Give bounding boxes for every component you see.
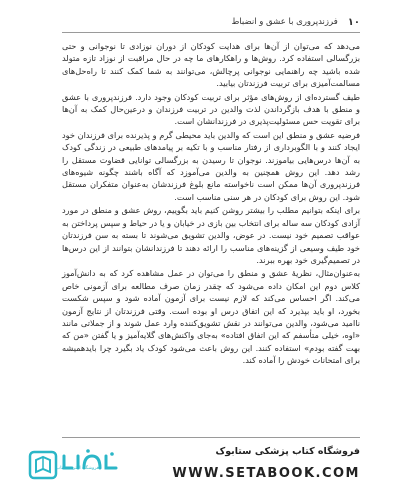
paragraph: فرضیه عشق و منطق این است که والدین باید محیطی گرم و پذیرنده برای فرزندان خود ایجاد کنند و با الگوبرداری از رفتار مناسب و با تکیه بر پیامدهای طبیعی در زندگی کودک به آن‌ها درس‌هایی بیاموزند. نوجوان تا رسیدن به بزرگسالی توانایی قضاوت مستقل را رشد دهد. این روش همچنین به والدین می‌آموزد که آگاه باشند چگونه شیوه‌های فرزندپروری آن‌ها ممکن است ناخواسته مانع بلوغ فرزندشان به‌عنوان متفکران مستقل شود. این روش برای کودکان در هر سنی مناسب است. [62, 129, 360, 202]
footer-divider [62, 437, 360, 438]
store-url: WWW.SETABOOK.COM [172, 466, 360, 481]
paragraph: به‌عنوان‌مثال، نظریهٔ عشق و منطق را می‌توان در عمل مشاهده کرد که به دانش‌آموز کلاس دوم این امکان داده می‌شود که چقدر زمان صرف مطالعه برای آزمونی خاص می‌کند. اگر احساس می‌کند که لازم نیست برای آزمون آماده شود و سپس شکست بخورد، او باید بپذیرد که این اتفاق درس او بوده است. وقتی فرزندتان از نتایج آزمون ناامید می‌شود، والدین می‌توانند در نقش تشویق‌کننده وارد عمل شوند و از جملاتی مانند «اوه، خیلی متأسفم که این اتفاق افتاده» به‌جای واکنش‌های گلایه‌آمیز و یا گفتن «من که بهت گفته بودم» استفاده کنند. این روش باعث می‌شود کودک یاد بگیرد چرا بایدهمیشه برای امتحانات خودش را آماده کند. [62, 268, 360, 366]
page-footer [20, 440, 360, 490]
header-divider [62, 32, 360, 33]
paragraph: برای اینکه بتوانیم مطلب را بیشتر روشن کنیم باید بگوییم، روش عشق و منطق در مورد آزادی کودکان سه ساله برای انتخاب بین بازی در خیابان و یا در حیاط و سپس پرداختن به عواقب تصمیم خود نیست. در عوض، والدین تشویق می‌شوند تا بسته به سن فرزندتان خود طیف وسیعی از گزینه‌های مناسب را ارائه دهند تا فرزندانشان بتوانند از این درس‌ها در تصمیم‌گیری خود بهره ببرند. [62, 205, 360, 265]
logo-caption: فروشگاه اینترنتی کتاب [56, 466, 99, 471]
store-title: فروشگاه کتاب پزشکی ستابوک [215, 446, 360, 457]
running-title: فرزندپروری با عشق و انضباط [231, 17, 338, 27]
page-header [62, 14, 360, 30]
paragraph: طیف گسترده‌ای از روش‌های مؤثر برای تربیت کودکان وجود دارد. فرزندپروری با عشق و منطق با هدف بازگرداندن لذت والدین در تربیت فرزندان و درعین‌حال کمک به آن‌ها برای تقویت حس مسئولیت‌پذیری در فرزندانشان است. [62, 91, 360, 127]
body-text [62, 40, 360, 368]
paragraph: می‌دهد که می‌توان از آن‌ها برای هدایت کودکان از دوران نوزادی تا نوجوانی و حتی بزرگسالی استفاده کرد. روش‌ها و راهکارهای ما چه در حال مراقبت از نوزاد تازه متولد شده باشید چه راهنمایی نوجوانی پرچالش، می‌توانند به شما کمک کنند تا راه‌حل‌های مسالمت‌آمیزی برای تربیت فرزندتان بیابید. [62, 41, 360, 89]
page-number: ۱۰ [347, 16, 360, 28]
